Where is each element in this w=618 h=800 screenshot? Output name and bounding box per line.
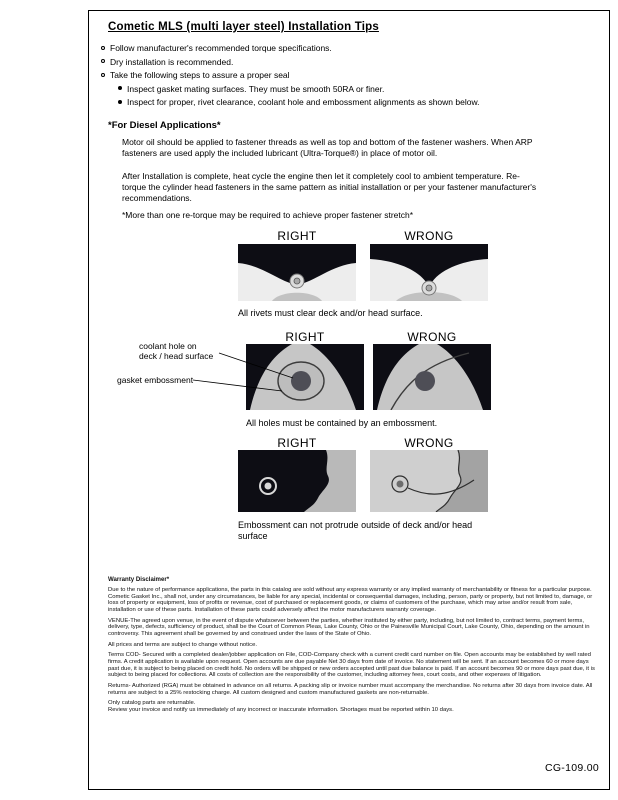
page-title: Cometic MLS (multi layer steel) Installation Tips [108,21,379,33]
coolant-right-diagram [246,344,364,410]
coolant-hole-label: coolant hole on deck / head surface [139,341,214,362]
rivet-caption: All rivets must clear deck and/or head surface. [238,308,423,318]
sub-tip-item [118,97,581,107]
tip-item [101,70,581,80]
legal-paragraph: All prices and terms are subject to change without notice. [108,641,257,648]
sub-tip-item [118,84,581,94]
rivet-wrong-diagram [370,244,488,301]
legal-text-block [108,577,596,718]
bullet-circle-icon [101,46,105,50]
tip-text: Take the following steps to assure a proper seal [110,70,290,80]
page-border [88,10,610,790]
tip-item [101,57,581,67]
embossment-wrong-diagram [370,450,488,512]
legal-paragraph: Due to the nature of performance applications, the parts in this catalog are sold without any express warranty or any implied warranty of merchantability or fitness for a particular purpose. Cometic Gasket Inc., shall not, under any circumstances, be liable for any special, incidental or consequential damages, including, person, party or property, but not limited to, damage, or loss of property or equipment, loss of profits or revenue, cost of purchased or replacement goods, or claims of customers of the purchase, which may arise and/or result from sale, installation or use of these parts. Installation of these parts could adversely affect the motor manufacturers warranty coverage. [108,586,593,613]
bullet-dot-icon [118,100,122,104]
bullet-dot-icon [118,86,122,90]
wrong-label: WRONG [404,436,454,450]
embossment-right-diagram [238,450,356,512]
legal-paragraph: Terms COD- Secured with a completed dealer/jobber application on File, COD-Company check with a current credit card number on file. Open accounts may be established by well rated firms. A credit application is available upon request. Open accounts are due payable Net 30 days from date of invoice. No statement will be sent. If an account becomes 60 or more days past due, it is subject to being placed on credit hold. No orders will be shipped or new orders accepted until past due balance is paid. If an account becomes 90 or more days past due, it is subject to being placed for collections. All costs of collection are the responsibility of the customer, including attorney fees, court costs, and other expenses of litigation. [108,652,595,679]
rivet-right-diagram [238,244,356,301]
legal-paragraph: VENUE-The agreed upon venue, in the event of dispute whatsoever between the parties, whether instituted by either party, including, but not limited to, contract terms, payment terms, delivery, type, defects, sufficiency of product, shall be the Court of Common Pleas, Lake County, Ohio or the Painesville Municipal Court, Lake County, Ohio, depending on the amount in controversy. This agreement shall be governed by and construed under the laws of the State of Ohio. [108,617,590,637]
page-code: CG-109.00 [544,762,599,774]
wrong-label: WRONG [407,330,457,344]
bullet-circle-icon [101,73,105,77]
tip-item [101,43,581,53]
legal-paragraph: Only catalog parts are returnable. [108,700,196,707]
sub-tip-text: Inspect gasket mating surfaces. They must be smooth 50RA or finer. [127,83,385,94]
retorque-note: *More than one re-torque may be required to achieve proper fastener stretch* [122,210,414,220]
holes-caption: All holes must be contained by an embossment. [246,418,438,428]
right-label: RIGHT [285,330,325,344]
right-label: RIGHT [277,436,317,450]
legal-paragraph: Returns- Authorized (RGA) must be obtained in advance on all returns. A packing slip or invoice number must accompany the merchandise. No returns after 30 days from invoice date. All returns are subject to a 25% restocking charge. All custom designed and custom manufactured gaskets are non-returnable. [108,682,593,696]
diesel-paragraph-2: After Installation is complete, heat cycle the engine then let it completely cool to ambient temperature. Re-torque the cylinder head fasteners in the same pattern as initial installation or per your fastener manufacturer's recommendations. [122,171,537,204]
diesel-paragraph-1: Motor oil should be applied to fastener threads as well as top and bottom of the fastener washers. When ARP fasteners are used apply the included lubricant (Ultra-Torque®) in place of motor oil. [122,137,533,159]
diagram-section [89,229,609,547]
coolant-wrong-diagram [373,344,491,410]
sub-tip-text: Inspect for proper, rivet clearance, coolant hole and embossment alignments as shown below. [127,97,480,107]
embossment-caption: Embossment can not protrude outside of deck and/or head surface [238,520,473,542]
bullet-circle-icon [101,59,105,63]
gasket-embossment-label: gasket embossment [117,375,194,385]
installation-tips-list [101,43,581,111]
legal-paragraph: Review your invoice and notify us immediately of any incorrect or inaccurate information. Shortages must be reported within 10 days. [108,707,454,714]
tip-text: Dry installation is recommended. [110,56,234,67]
wrong-label: WRONG [404,229,454,243]
warranty-disclaimer-heading: Warranty Disclaimer* [108,576,170,583]
tip-text: Follow manufacturer's recommended torque specifications. [110,43,332,53]
right-label: RIGHT [277,229,317,243]
diesel-applications-heading: *For Diesel Applications* [108,120,221,131]
